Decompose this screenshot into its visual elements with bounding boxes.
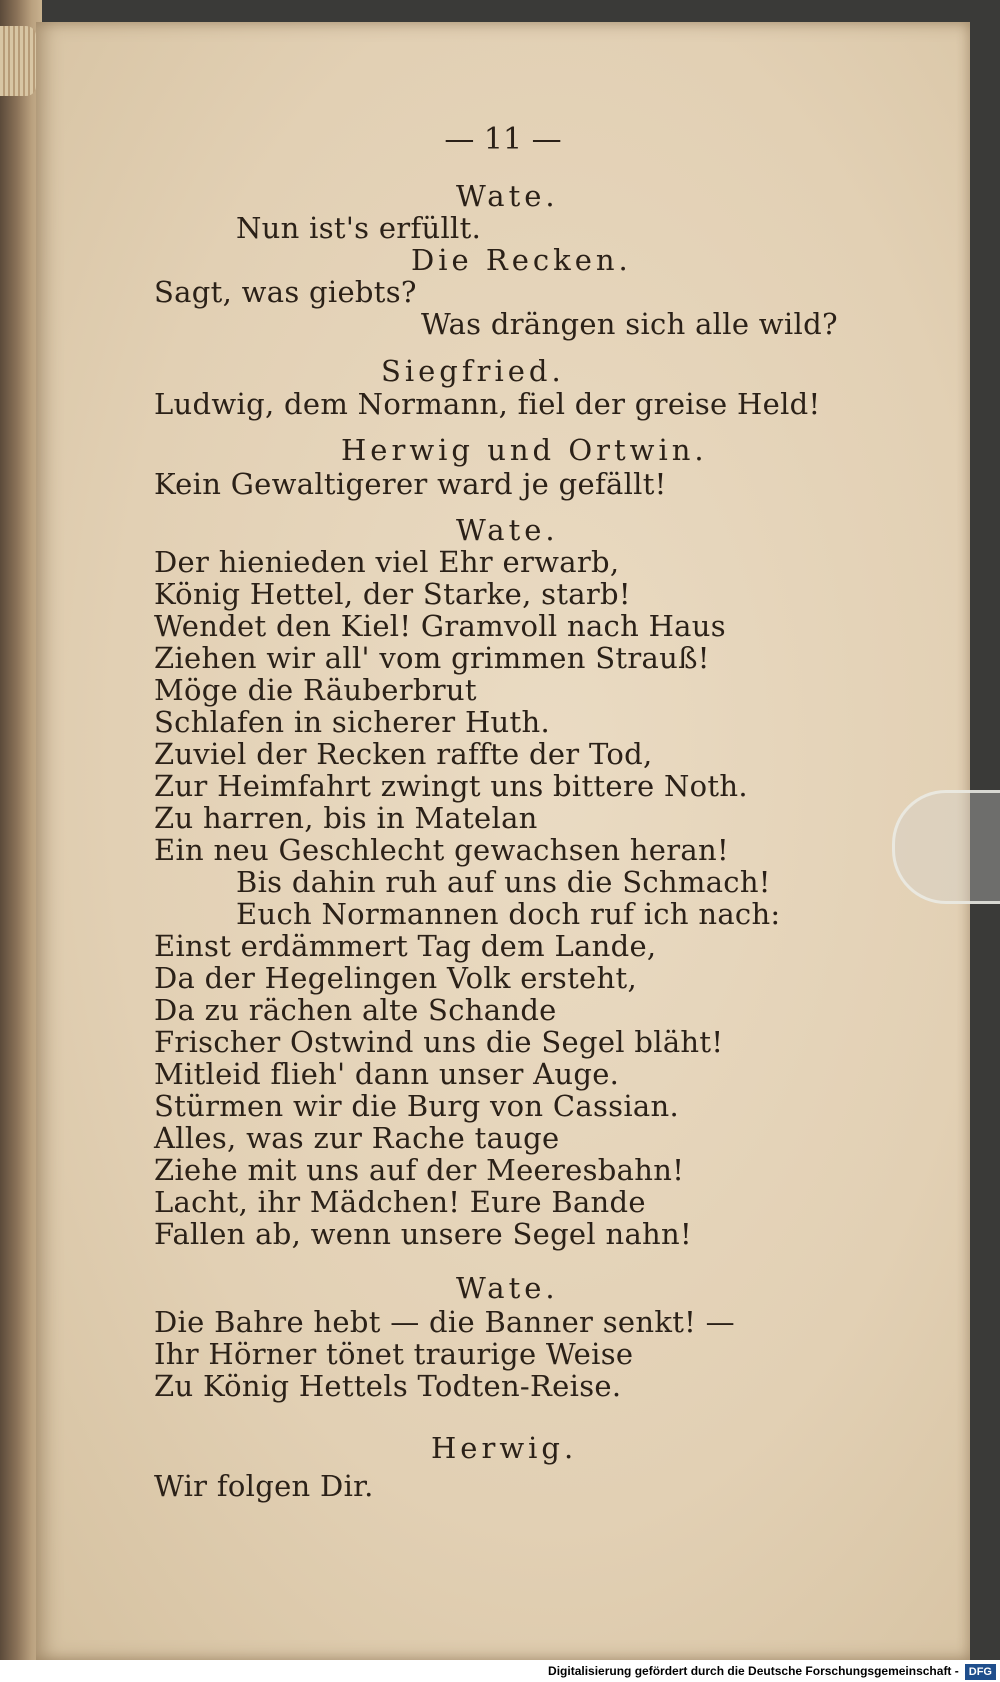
verse-line: Möge die Räuberbrut — [154, 673, 477, 707]
verse-line: Zuviel der Recken raffte der Tod, — [154, 737, 653, 771]
verse-line: Wir folgen Dir. — [154, 1469, 374, 1503]
verse-line: Stürmen wir die Burg von Cassian. — [154, 1089, 679, 1123]
verse-line: Da der Hegelingen Volk ersteht, — [154, 961, 637, 995]
book-page — [36, 22, 970, 1660]
verse-line: Der hienieden viel Ehr erwarb, — [154, 545, 620, 579]
verse-line: Da zu rächen alte Schande — [154, 993, 557, 1027]
speaker-heading: Siegfried. — [381, 354, 565, 388]
verse-line: Ziehen wir all' vom grimmen Strauß! — [154, 641, 710, 675]
verse-line: Ein neu Geschlecht gewachsen heran! — [154, 833, 729, 867]
verse-line: Alles, was zur Rache tauge — [154, 1121, 560, 1155]
verse-line: Wendet den Kiel! Gramvoll nach Haus — [154, 609, 726, 643]
verse-line: Lacht, ihr Mädchen! Eure Bande — [154, 1185, 646, 1219]
speaker-heading: Wate. — [456, 179, 559, 213]
footer-credit: Digitalisierung gefördert durch die Deutsche Forschungsgemeinschaft - — [548, 1664, 959, 1678]
verse-line: Die Bahre hebt — die Banner senkt! — — [154, 1305, 735, 1339]
verse-line: Schlafen in sicherer Huth. — [154, 705, 550, 739]
verse-line: Nun ist's erfüllt. — [236, 211, 482, 245]
speaker-heading: Herwig. — [431, 1431, 578, 1465]
page-number: — 11 — — [444, 122, 562, 157]
speaker-heading: Herwig und Ortwin. — [341, 433, 708, 467]
verse-line: Bis dahin ruh auf uns die Schmach! — [236, 865, 771, 899]
verse-line: Ludwig, dem Normann, fiel der greise Held! — [154, 387, 821, 421]
verse-line: Einst erdämmert Tag dem Lande, — [154, 929, 657, 963]
paper-clip — [892, 790, 1000, 904]
verse-line: Sagt, was giebts? — [154, 275, 417, 309]
verse-line: Zu König Hettels Todten-Reise. — [154, 1369, 622, 1403]
verse-line: Ihr Hörner tönet traurige Weise — [154, 1337, 634, 1371]
verse-line: Fallen ab, wenn unsere Segel nahn! — [154, 1217, 692, 1251]
verse-line: Zur Heimfahrt zwingt uns bittere Noth. — [154, 769, 748, 803]
page-edge — [0, 26, 36, 96]
verse-line: Was drängen sich alle wild? — [421, 307, 838, 341]
verse-line: Zu harren, bis in Matelan — [154, 801, 538, 835]
verse-line: Mitleid flieh' dann unser Auge. — [154, 1057, 620, 1091]
verse-line: König Hettel, der Starke, starb! — [154, 577, 631, 611]
speaker-heading: Wate. — [456, 1271, 559, 1305]
footer-bar — [0, 1660, 1000, 1682]
dfg-logo-icon: DFG — [965, 1664, 996, 1680]
verse-line: Frischer Ostwind uns die Segel bläht! — [154, 1025, 724, 1059]
verse-line: Kein Gewaltigerer ward je gefällt! — [154, 467, 667, 501]
verse-line: Ziehe mit uns auf der Meeresbahn! — [154, 1153, 685, 1187]
speaker-heading: Die Recken. — [411, 243, 632, 277]
verse-line: Euch Normannen doch ruf ich nach: — [236, 897, 781, 931]
speaker-heading: Wate. — [456, 513, 559, 547]
